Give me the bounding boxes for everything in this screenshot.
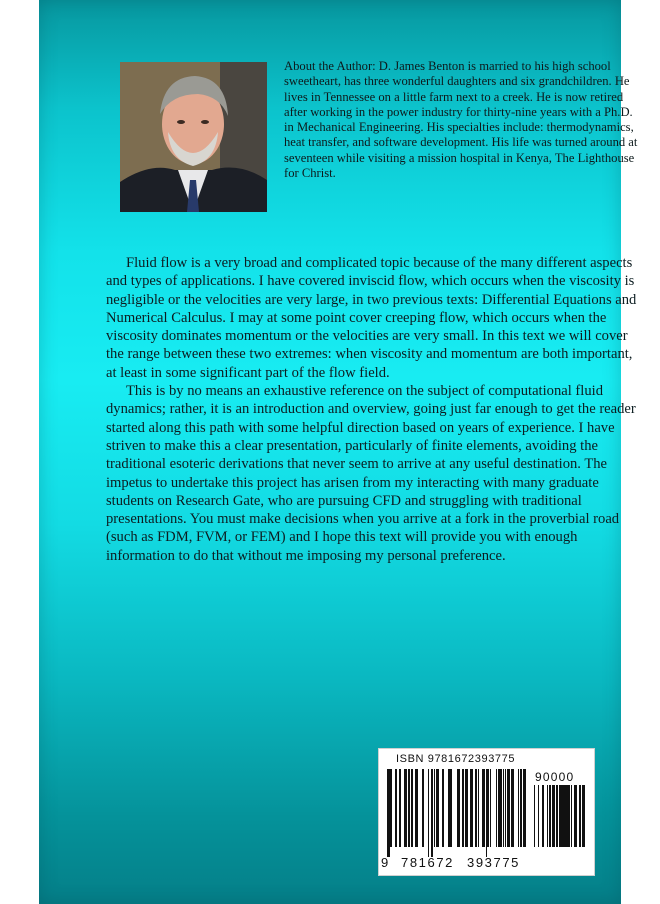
description-paragraph: Fluid flow is a very broad and complicated topic because of the many different aspects and types of applications. I have covered inviscid flow, which occurs when the viscosity is negligible or the velocities are very large, in two previous texts: Differential Equations and Numerical Calculus. I may at some point cover creeping flow, which occurs when the viscosity dominates momentum or the velocities are very small. In this text we will cover the range between these two extremes: when viscosity and momentum are both important, at least in some significant part of the flow field. [106,255,637,381]
book-description [106,254,644,565]
isbn-barcode [378,748,595,876]
description-paragraph: This is by no means an exhaustive reference on the subject of computational fluid dynamics; rather, it is an introduction and overview, going just far enough to get the reader started along this path with some helpful direction based on years of experience. I have striven to make this a clear presentation, particularly of finite elements, avoiding the traditional esoteric derivations that never seem to arrive at any useful destination. The impetus to undertake this project has arisen from my interacting with many graduate students on Research Gate, who are pursuing CFD and struggling with traditional presentations. You must make decisions when you arrive at a fork in the proverbial road (such as FDM, FVM, or FEM) and I hope this text will provide you with enough information to do that without me imposing my personal preference. [106,383,636,564]
ean-barcode-bars [387,769,527,857]
price-code: 90000 [535,770,575,784]
isbn-label: ISBN 9781672393775 [396,753,516,765]
addon-barcode-bars [534,785,586,857]
barcode-left-digits: 781672 [401,855,454,870]
barcode-first-digit: 9 [381,855,389,870]
author-photo [120,62,267,212]
barcode-right-digits: 393775 [467,855,520,870]
author-bio: About the Author: D. James Benton is married to his high school sweetheart, has three wonderful daughters and six grandchildren. He lives in Tennessee on a little farm next to a creek. He is now retired after working in the power industry for thirty-nine years with a Ph.D. in Mechanical Engineering. His specialties include: thermodynamics, heat transfer, and software development. His life was turned around at seventeen while visiting a mission hospital in Kenya, The Lighthouse for Christ. [284,59,638,181]
